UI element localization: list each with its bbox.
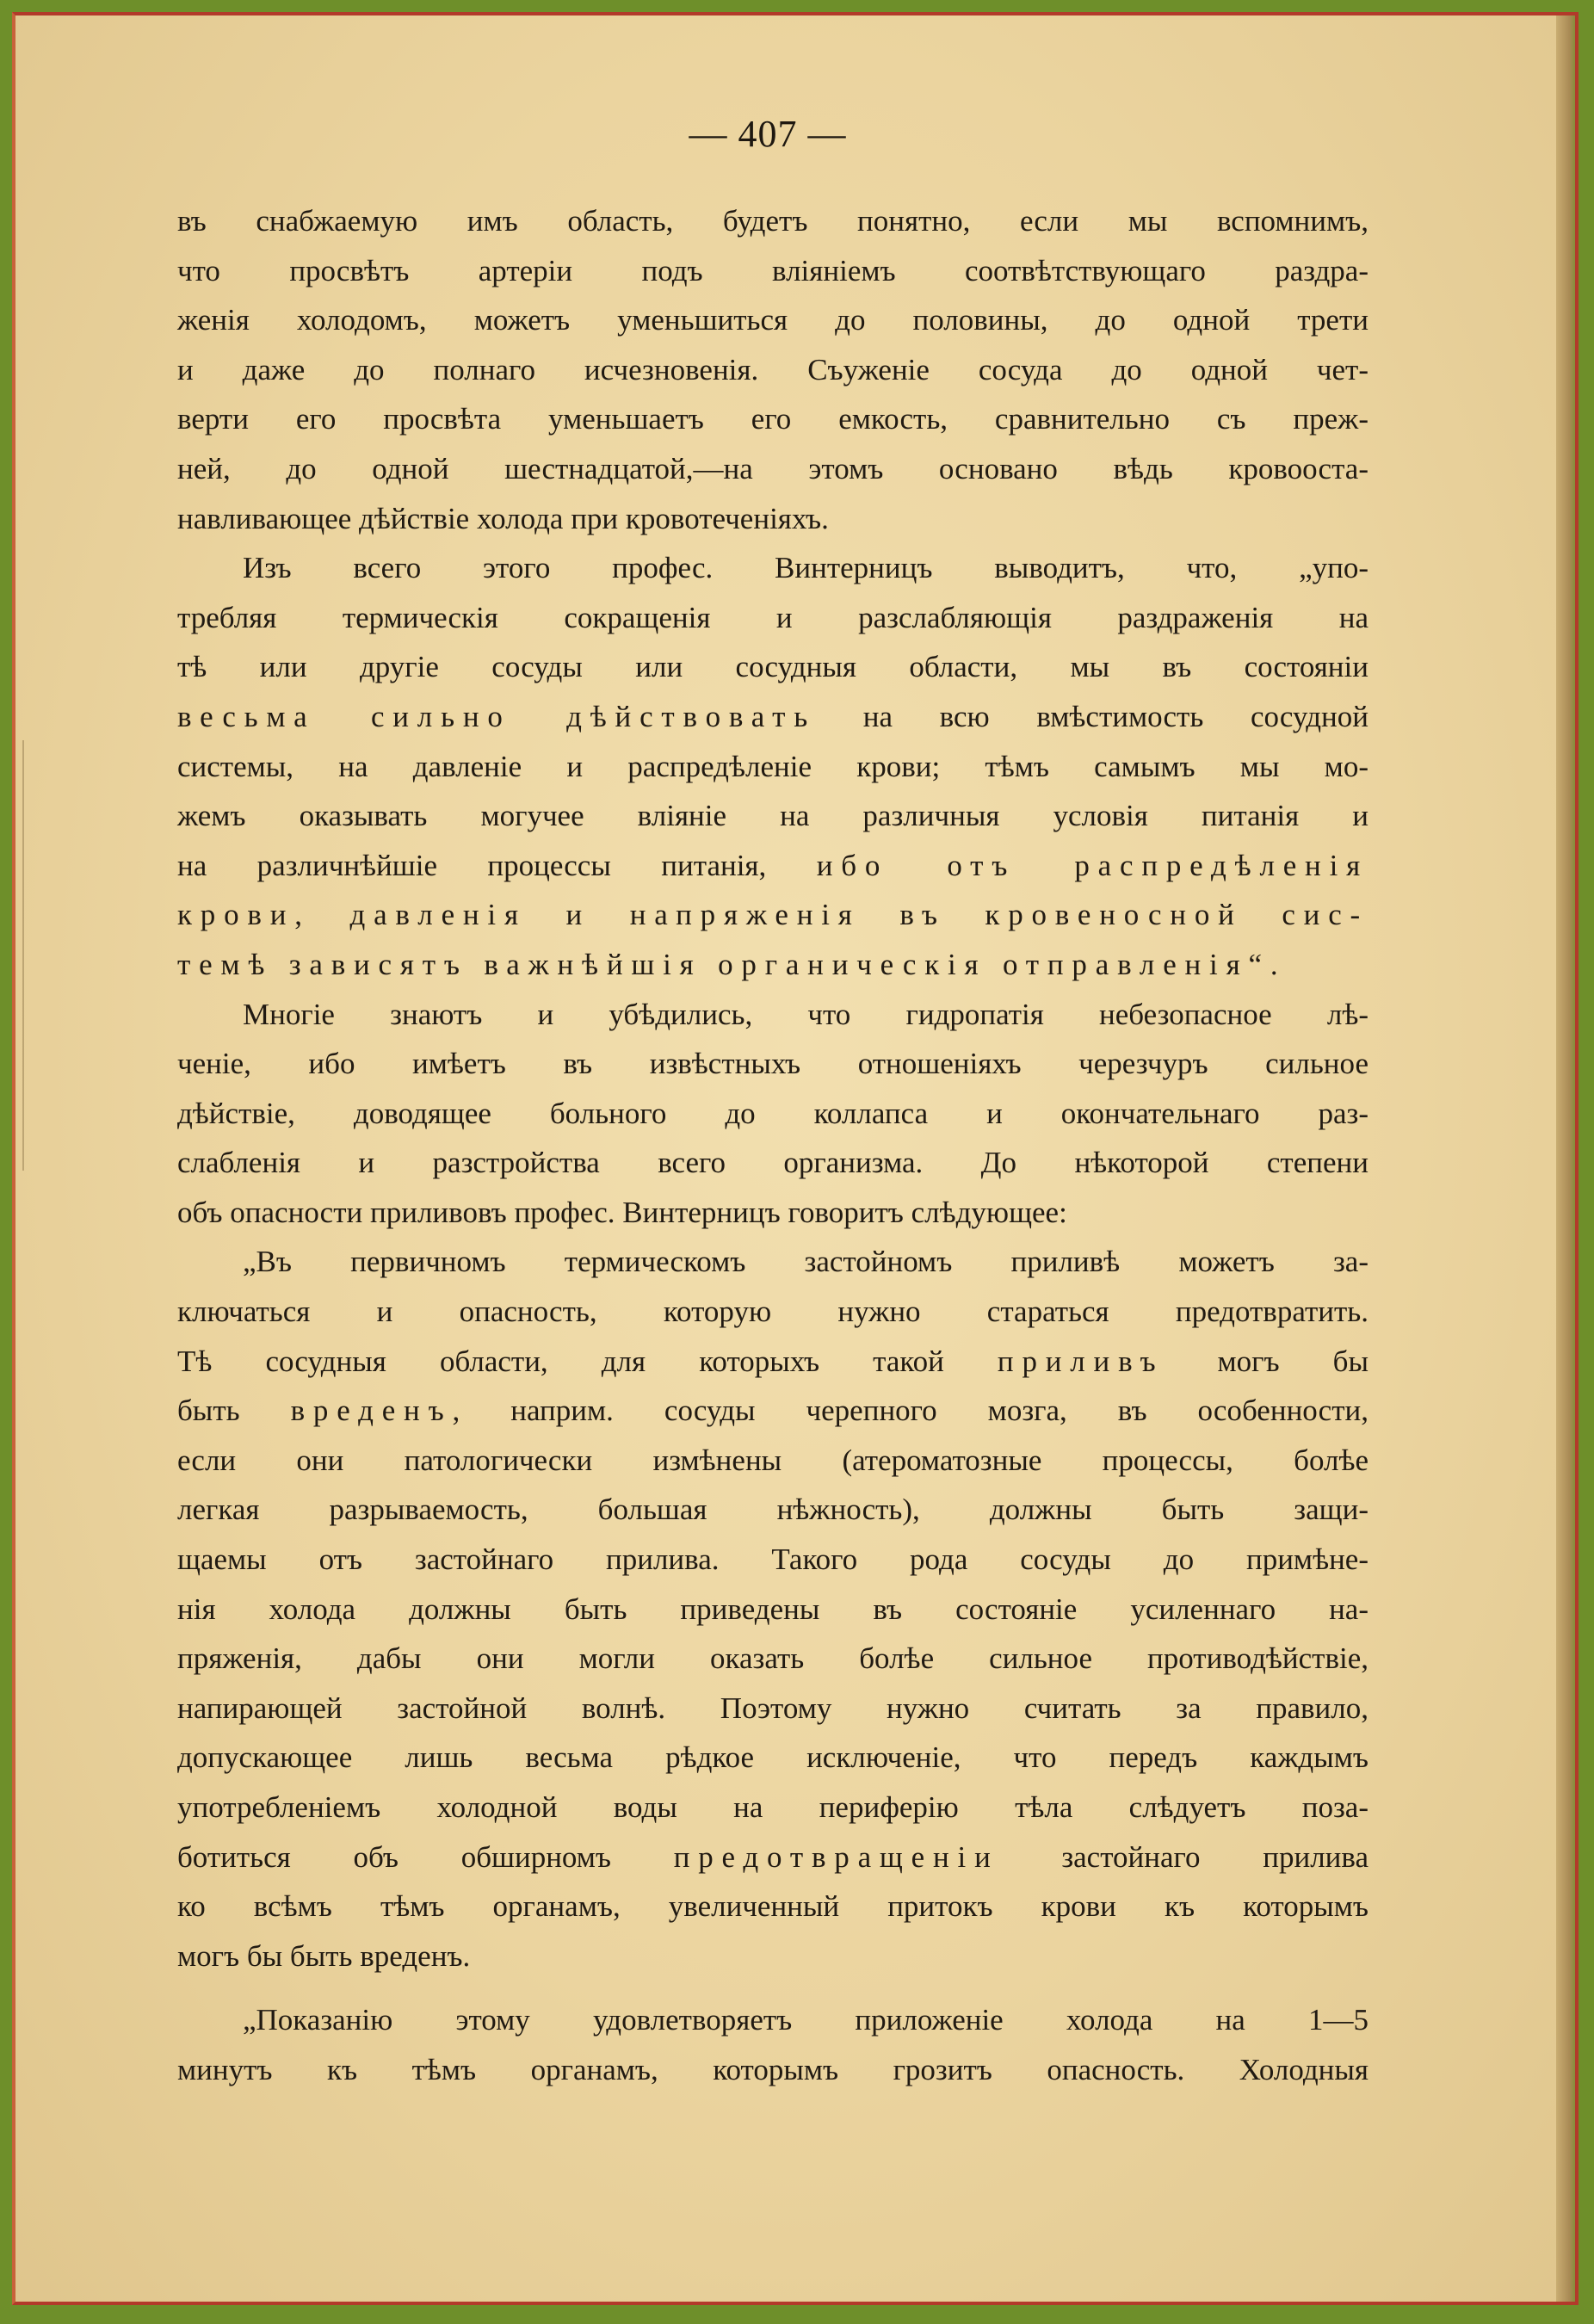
text-line: легкая разрываемость, большая нѣжность), должны быть защи- bbox=[177, 1493, 1368, 1527]
text-line: женія холодомъ, можетъ уменьшиться до половины, до одной трети bbox=[177, 303, 1368, 337]
text-line: тѣ или другіе сосуды или сосудныя области, мы въ состояніи bbox=[177, 650, 1368, 684]
book-spine-edge bbox=[1556, 12, 1579, 2305]
text-line: требляя термическія сокращенія и разслабляющія раздраженія на bbox=[177, 600, 1368, 634]
paragraph-first-line: „Показанію этому удовлетворяетъ приложеніе холода на 1—5 bbox=[243, 2003, 1368, 2037]
text-line: ключаться и опасность, которую нужно стараться предотвратить. bbox=[177, 1295, 1368, 1329]
text-line: верти его просвѣта уменьшаетъ его емкость, сравнительно съ преж- bbox=[177, 402, 1368, 436]
text-line: если они патологически измѣнены (атероматозные процессы, болѣе bbox=[177, 1443, 1368, 1477]
text-line: ченіе, ибо имѣетъ въ извѣстныхъ отношеніяхъ черезчуръ сильное bbox=[177, 1047, 1368, 1081]
text-line: щаемы отъ застойнаго прилива. Такого рода сосуды до примѣне- bbox=[177, 1542, 1368, 1577]
text-line: ботиться объ обширномъ предотвращеніи застойнаго прилива bbox=[177, 1839, 1368, 1874]
paragraph-first-line: „Въ первичномъ термическомъ застойномъ приливѣ можетъ за- bbox=[243, 1245, 1368, 1279]
text-line: допускающее лишь весьма рѣдкое исключеніе, что передъ каждымъ bbox=[177, 1740, 1368, 1775]
text-line: жемъ оказывать могучее вліяніе на различныя условія питанія и bbox=[177, 799, 1368, 833]
text-line: въ снабжаемую имъ область, будетъ понятно, если мы вспомнимъ, bbox=[177, 204, 1368, 238]
emphasis-spaced: крови, давленія и напряженія въ кровеносной сис- bbox=[177, 898, 1368, 932]
text-line: напирающей застойной волнѣ. Поэтому нужно считать за правило, bbox=[177, 1690, 1368, 1725]
emphasis-spaced: приливъ bbox=[997, 1344, 1165, 1378]
text-line: дѣйствіе, доводящее больного до коллапса и окончательнаго раз- bbox=[177, 1096, 1368, 1130]
emphasis-spaced: вреденъ bbox=[290, 1394, 453, 1428]
text-line: Тѣ сосудныя области, для которыхъ такой приливъ могъ бы bbox=[177, 1344, 1368, 1378]
emphasis-spaced: темѣ зависятъ важнѣйшія органическія отправленія“. bbox=[177, 947, 1287, 981]
paragraph-last-line: могъ бы быть вреденъ. bbox=[177, 1938, 471, 1973]
text-line: весьма сильно дѣйствовать на всю вмѣстимость сосудной bbox=[177, 699, 1368, 733]
text-line: на различнѣйшіе процессы питанія, ибо отъ распредѣленія bbox=[177, 848, 1368, 882]
text-line: слабленія и разстройства всего организма. До нѣкоторой степени bbox=[177, 1146, 1368, 1180]
text-line: минутъ къ тѣмъ органамъ, которымъ грозитъ опасность. Холодныя bbox=[177, 2052, 1368, 2086]
page-number: — 407 — bbox=[689, 113, 847, 155]
paragraph-last-line: объ опасности приливовъ профес. Винтерницъ говоритъ слѣдующее: bbox=[177, 1195, 1067, 1229]
text-line: ко всѣмъ тѣмъ органамъ, увеличенный притокъ крови къ которымъ bbox=[177, 1889, 1368, 1924]
text-line: пряженія, дабы они могли оказать болѣе сильное противодѣйствіе, bbox=[177, 1641, 1368, 1676]
text-line: что просвѣтъ артеріи подъ вліяніемъ соотвѣтствующаго раздра- bbox=[177, 253, 1368, 287]
text-line: нія холода должны быть приведены въ состояніе усиленнаго на- bbox=[177, 1592, 1368, 1626]
paragraph-last-line bbox=[177, 940, 1368, 990]
text-line: быть вреденъ, наприм. сосуды черепного мозга, въ особенности, bbox=[177, 1394, 1368, 1428]
emphasis-spaced: весьма сильно дѣйствовать bbox=[177, 699, 817, 733]
text-line bbox=[177, 890, 1368, 940]
text-line: употребленіемъ холодной воды на периферію тѣла слѣдуетъ поза- bbox=[177, 1790, 1368, 1824]
emphasis-spaced: предотвращеніи bbox=[673, 1839, 999, 1874]
paragraph-last-line: навливающее дѣйствіе холода при кровотеченіяхъ. bbox=[177, 501, 829, 535]
body-text bbox=[177, 196, 1368, 2095]
gutter-margin bbox=[22, 740, 36, 1171]
text-line: ней, до одной шестнадцатой,—на этомъ основано вѣдь кровооста- bbox=[177, 451, 1368, 485]
paragraph-first-line: Изъ всего этого профес. Винтерницъ выводитъ, что, „упо- bbox=[243, 551, 1368, 585]
text-line: системы, на давленіе и распредѣленіе крови; тѣмъ самымъ мы мо- bbox=[177, 749, 1368, 783]
text-line: и даже до полнаго исчезновенія. Съуженіе сосуда до одной чет- bbox=[177, 352, 1368, 386]
emphasis-spaced: ибо отъ распредѣленія bbox=[816, 848, 1368, 882]
paragraph-first-line: Многіе знаютъ и убѣдились, что гидропатія небезопасное лѣ- bbox=[243, 997, 1368, 1031]
